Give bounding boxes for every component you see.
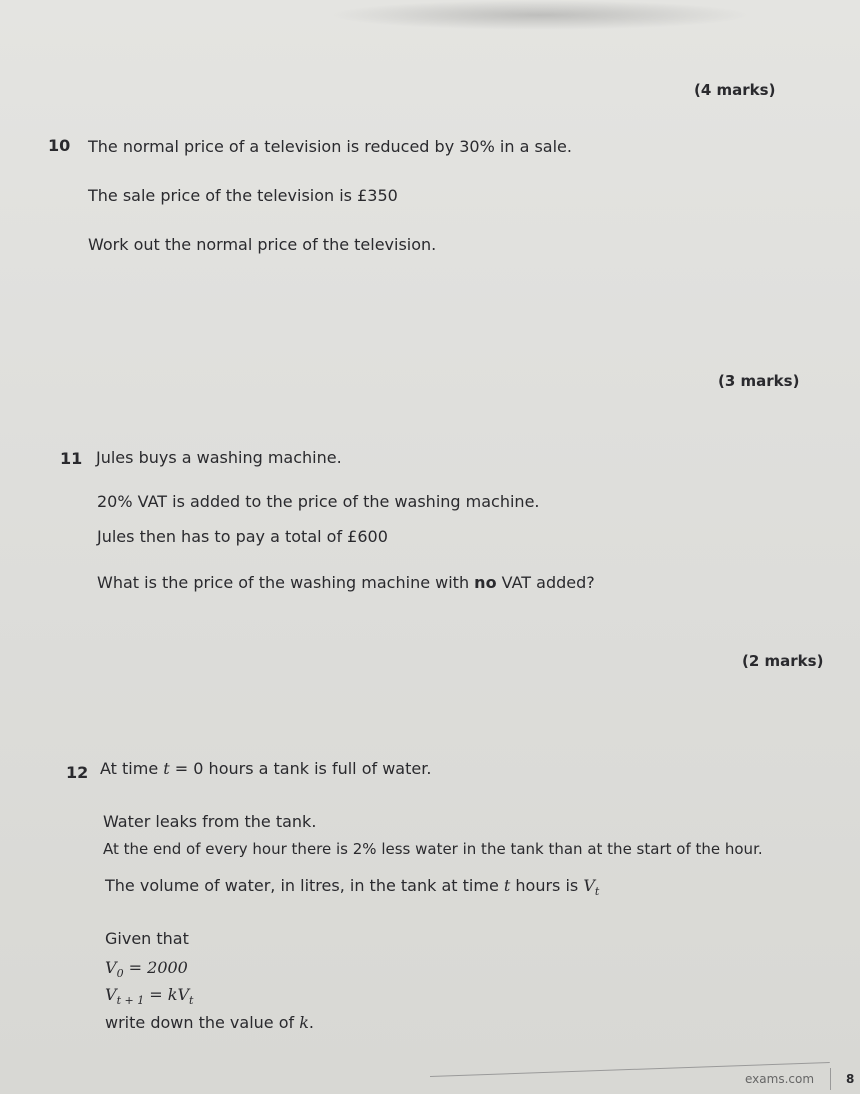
q11-line1: Jules buys a washing machine. bbox=[96, 448, 342, 467]
q10-line1: The normal price of a television is reduced by 30% in a sale. bbox=[88, 137, 572, 156]
q11-line4-post: VAT added? bbox=[496, 573, 595, 592]
q12-line1 bbox=[100, 759, 431, 778]
q12-line4-pre: The volume of water, in litres, in the tank at time bbox=[105, 876, 504, 895]
q12-eq2 bbox=[105, 985, 193, 1007]
q10-number: 10 bbox=[48, 136, 71, 155]
q12-line6-var: k bbox=[299, 1013, 309, 1032]
q12-line2: Water leaks from the tank. bbox=[103, 812, 317, 831]
q12-line1-var: t bbox=[163, 759, 170, 778]
q11-line4-pre: What is the price of the washing machine with bbox=[97, 573, 475, 592]
q11-marks: (2 marks) bbox=[742, 652, 824, 670]
q12-eq2-sub2: t bbox=[189, 994, 194, 1008]
q10-marks: (3 marks) bbox=[718, 372, 800, 390]
q12-eq2-sym: V bbox=[105, 985, 117, 1004]
q11-line4-bold: no bbox=[474, 573, 497, 592]
q12-line1-pre: At time bbox=[100, 759, 164, 778]
page-number: 8 bbox=[846, 1072, 855, 1086]
q12-line6-pre: write down the value of bbox=[105, 1013, 300, 1032]
q12-line4 bbox=[105, 876, 599, 898]
q12-eq2-sub: t + 1 bbox=[116, 994, 145, 1008]
q12-eq2-sym2: V bbox=[177, 985, 190, 1004]
q11-line3: Jules then has to pay a total of £600 bbox=[97, 527, 388, 546]
q10-line3: Work out the normal price of the television. bbox=[88, 235, 437, 254]
q12-line6 bbox=[105, 1013, 314, 1032]
q12-number: 12 bbox=[66, 763, 89, 782]
q11-line2: 20% VAT is added to the price of the washing machine. bbox=[97, 492, 540, 511]
q9-marks: (4 marks) bbox=[694, 81, 776, 99]
q12-line4-mid: hours is bbox=[510, 876, 584, 895]
q12-eq2-mid: = k bbox=[144, 985, 178, 1004]
q12-eq1 bbox=[105, 958, 188, 980]
q11-line4 bbox=[97, 573, 595, 592]
footer-site: exams.com bbox=[745, 1072, 815, 1086]
q12-line4-sym: V bbox=[583, 876, 595, 895]
q11-number: 11 bbox=[60, 449, 83, 468]
q12-line6-post: . bbox=[308, 1013, 315, 1032]
q12-line1-mid: = 0 hours a tank is full of water. bbox=[169, 759, 432, 778]
q12-eq1-rest: = 2000 bbox=[123, 958, 188, 977]
q12-eq1-sub: 0 bbox=[116, 967, 124, 981]
photo-shadow bbox=[330, 0, 750, 30]
q12-eq1-sym: V bbox=[105, 958, 117, 977]
q12-line5: Given that bbox=[105, 929, 189, 948]
q10-line2: The sale price of the television is £350 bbox=[88, 186, 398, 205]
q12-line4-sub: t bbox=[594, 885, 600, 899]
q12-line4-var: t bbox=[503, 876, 511, 895]
footer-separator bbox=[830, 1068, 831, 1090]
q12-line3: At the end of every hour there is 2% less water in the tank than at the start of the hour. bbox=[103, 840, 763, 858]
